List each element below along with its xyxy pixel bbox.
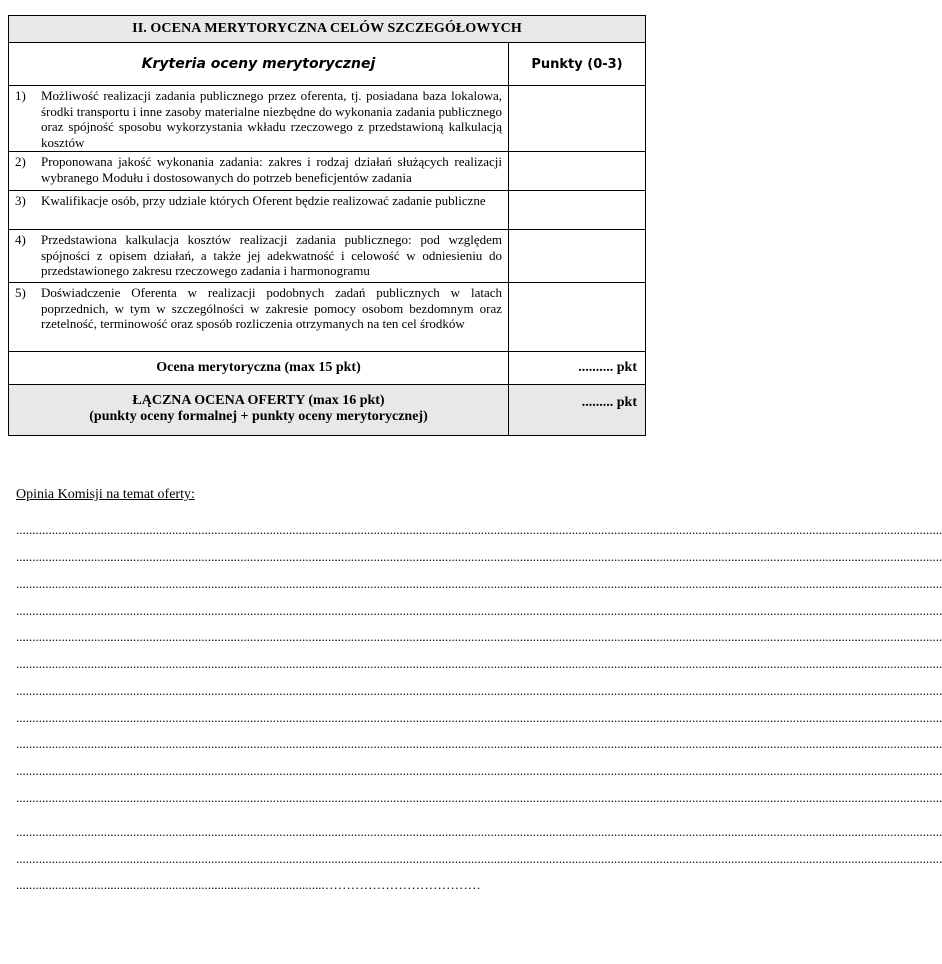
points-cell-1[interactable] [509,86,646,152]
criterion-row-1 [9,86,646,152]
points-cell-2[interactable] [509,152,646,191]
points-cell-4[interactable] [509,230,646,283]
merit-score-row [9,352,646,385]
criterion-number: 5) [15,285,26,300]
opinion-line-14[interactable]: ...............................................................................................……………………………… [16,877,481,892]
criterion-row-4 [9,230,646,283]
opinion-line-3[interactable]: ............................................................................................................................................................................................................................................................................................. [16,576,942,591]
points-cell-3[interactable] [509,191,646,230]
evaluation-table [8,15,646,436]
section-title: II. OCENA MERYTORYCZNA CELÓW SZCZEGÓŁOWYCH [9,16,646,43]
opinion-line-5[interactable]: ............................................................................................................................................................................................................................................................................................. [16,629,942,644]
criteria-header: Kryteria oceny merytorycznej [9,43,509,86]
points-header: Punkty (0-3) [509,43,646,86]
criterion-number: 3) [15,193,26,208]
criterion-text: Doświadczenie Oferenta w realizacji podobnych zadań publicznych w latach poprzednich, w tym w szczególności w zakresie pomocy osobom bezdomnym oraz rzetelność, terminowość oraz sposób rozliczenia otrzymanych na ten cel środków [41,285,502,331]
opinion-line-7[interactable]: ............................................................................................................................................................................................................................................................................................. [16,683,942,698]
opinion-line-12[interactable]: ............................................................................................................................................................................................................................................................................................. [16,824,942,839]
total-score-row [9,385,646,436]
total-score-value[interactable]: ......... pkt [509,385,646,436]
total-score-label [9,385,509,436]
total-score-label-line1: ŁĄCZNA OCENA OFERTY (max 16 pkt) [132,393,385,408]
opinion-line-4[interactable]: ............................................................................................................................................................................................................................................................................................. [16,603,942,618]
criterion-row-3 [9,191,646,230]
opinion-line-8[interactable]: ............................................................................................................................................................................................................................................................................................. [16,710,942,725]
criterion-text: Proponowana jakość wykonania zadania: zakres i rodzaj działań służących realizacji wybranego Modułu i dostosowanych do potrzeb beneficjentów zadania [41,154,502,185]
criterion-number: 2) [15,154,26,169]
criterion-text: Przedstawiona kalkulacja kosztów realizacji zadania publicznego: pod względem spójności z opisem działań, a także jej adekwatność i celowość w odniesieniu do przedstawionego zakresu rzeczowego zadania i harmonogramu [41,232,502,278]
criterion-number: 1) [15,88,26,103]
opinion-line-9[interactable]: ............................................................................................................................................................................................................................................................................................. [16,736,942,751]
opinion-line-2[interactable]: ............................................................................................................................................................................................................................................................................................. [16,549,942,564]
opinion-line-11[interactable]: ............................................................................................................................................................................................................................................................................................. [16,790,942,805]
opinion-label: Opinia Komisji na temat oferty: [16,487,195,502]
criterion-text: Możliwość realizacji zadania publicznego przez oferenta, tj. posiadana baza lokalowa, środki transportu i inne zasoby materialne niezbędne do wykonania zadania publicznego oraz spójność sposobu wykorzystania wkładu rzeczowego z przedstawioną kalkulacją kosztów [41,88,502,150]
criterion-text: Kwalifikacje osób, przy udziale których Oferent będzie realizować zadanie publiczne [41,193,486,208]
merit-score-value[interactable]: .......... pkt [509,352,646,385]
criterion-number: 4) [15,232,26,247]
opinion-line-10[interactable]: ............................................................................................................................................................................................................................................................................................. [16,763,942,778]
opinion-line-6[interactable]: ............................................................................................................................................................................................................................................................................................. [16,656,942,671]
merit-score-label: Ocena merytoryczna (max 15 pkt) [9,352,509,385]
criterion-row-5 [9,283,646,352]
points-cell-5[interactable] [509,283,646,352]
total-score-label-line2: (punkty oceny formalnej + punkty oceny merytorycznej) [89,409,428,424]
criterion-row-2 [9,152,646,191]
opinion-line-13[interactable]: ............................................................................................................................................................................................................................................................................................. [16,851,942,866]
opinion-line-1[interactable]: ............................................................................................................................................................................................................................................................................................. [16,522,942,537]
